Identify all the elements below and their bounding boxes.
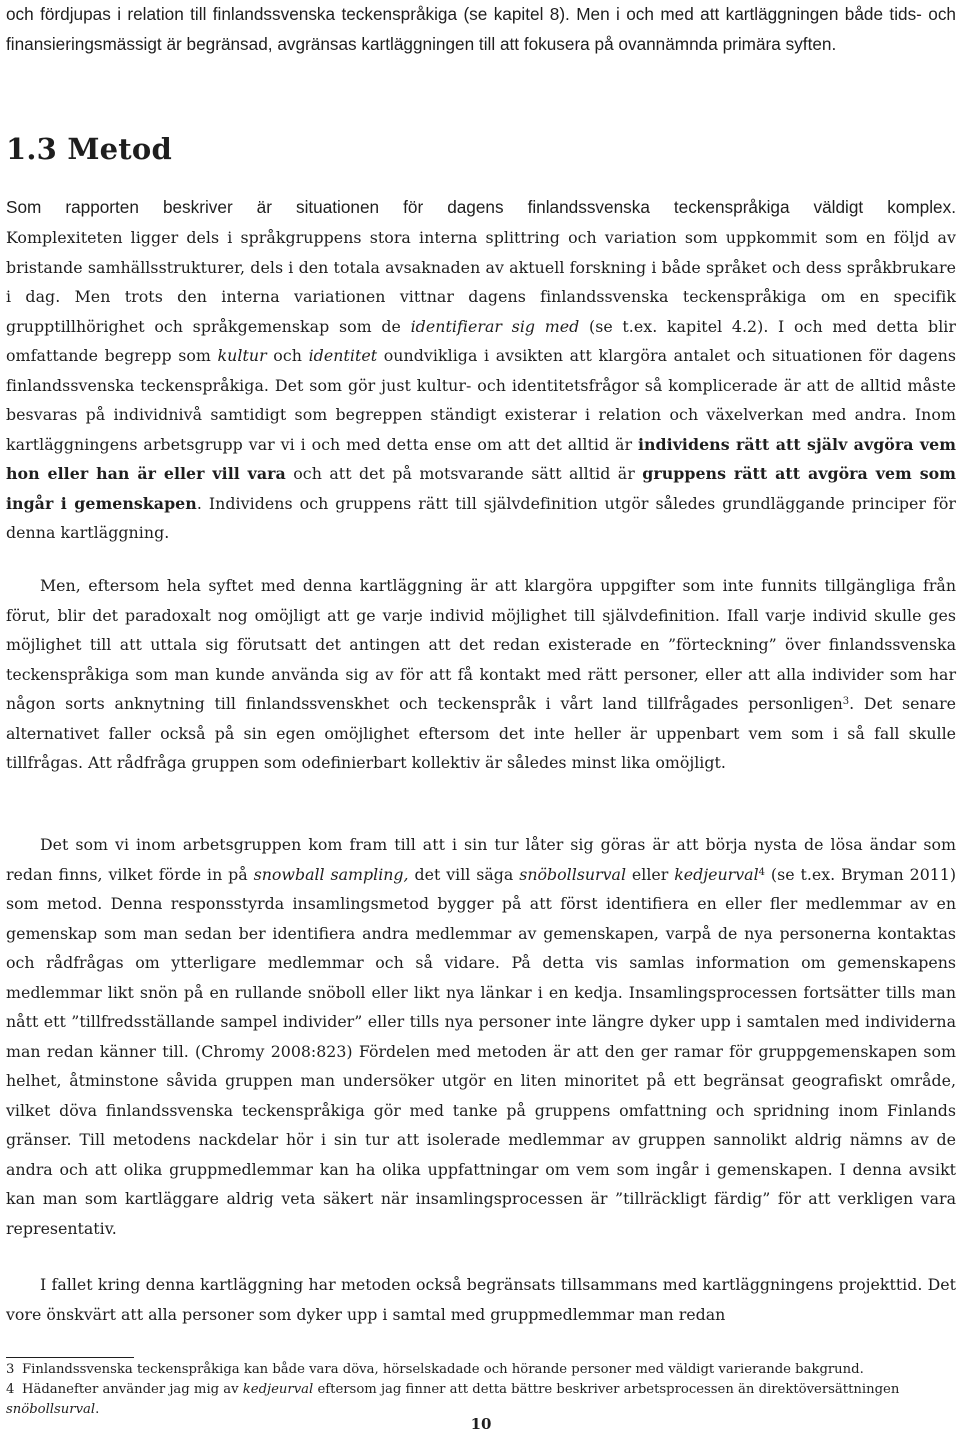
intro-paragraph: och fördjupas i relation till finlandssvenska teckenspråkiga (se kapitel 8). Men i och med att kartläggningen både tids- och finansieringsmässigt är begränsad, avgränsas kartläggningen till att fokusera på ovannämnda primära syften. [6, 4, 956, 54]
bold-statement: gruppens rätt att avgöra vem som ingår i gemenskapen [6, 464, 956, 513]
text-run: . Individens och gruppens rätt till självdefinition utgör således grundläggande principer för denna kartläggning. [6, 493, 957, 542]
text-run: Komplexiteten ligger dels i språkgruppens stora interna splittring och variation som uppkommit som en följd av bristande samhällsstrukturer, dels i den totala avsaknaden av aktuell forskning i både språket och dess språkbrukare i dag. Men trots den interna variationen vittnar dagens finlandssvenska teckenspråkiga om en specifik grupptillhörighet och språkgemenskap som de [6, 228, 956, 336]
text-run: det vill säga [408, 864, 520, 884]
text-run: (se t.ex. kapitel 4.2). I och med detta blir omfattande begrepp som [6, 316, 956, 365]
emphasis: identitet [308, 346, 378, 365]
text-run: . Det senare alternativet faller också på sin egen omöjlighet eftersom det inte heller är uppenbart vem som i så fall skulle tillfrågas. Att rådfråga gruppen som odefinierbart kollektiv är således minst lika omöjligt. [6, 694, 956, 772]
text-run: eller [626, 864, 675, 884]
footnote-divider [6, 1357, 134, 1358]
text-run: Det som vi inom arbetsgruppen kom fram till att i sin tur låter sig göras är att börja nysta de lösa ändar som redan finns, vilket förde in på [6, 835, 956, 884]
text-run: och att det på motsvarande sätt alltid är [285, 464, 643, 483]
text-run: Men, eftersom hela syftet med denna kartläggning är att klargöra uppgifter som inte funnits tillgängliga från förut, blir det paradoxalt nog omöjligt att ge varje individ möjlighet till självdefinition. Ifall varje individ skulle ges möjlighet till att uttala sig förutsatt det antingen att det redan existerade en ”förteckning” över finlandssvenska teckenspråkiga som man kunde använda sig av för att få kontakt med rätt personer, eller att alla individer som har någon sorts anknytning till finlandssvenskhet och teckenspråk i vårt land tillfrågades personligen [6, 576, 956, 713]
footnote-4 [6, 1380, 956, 1420]
section-heading: 1.3 Metod [6, 132, 172, 166]
body-paragraph-2 [6, 571, 956, 778]
footnote-number: 3 [6, 1362, 15, 1377]
body-paragraph-1 [6, 223, 956, 548]
text-run: och [266, 346, 309, 365]
footnote-number: 4 [6, 1382, 15, 1397]
footnote-text: Hädanefter använder jag mig av [22, 1382, 243, 1397]
footnote-ref: 4 [758, 866, 765, 878]
emphasis: kedjeurval [242, 1382, 314, 1397]
text-run: (se t.ex. Bryman 2011) som metod. Denna responsstyrda insamlingsmetod bygger på att först identifiera en eller fler medlemmar av en gemenskap som man sedan ber identifiera andra medlemmar av gemenskapen, varpå de nya personerna kontaktas och rådfrågas om ytterligare medlemmar och så vidare. På detta vis samlas information om gemenskapens medlemmar likt snön på en rullande snöboll eller likt nya länkar i en kedja. Insamlingsprocessen fortsätter tills man nått ett ”tillfredsställande sampel individer” eller tills nya personer inte längre dyker upp i samtalen med individerna man redan känner till. (Chromy 2008:823) Fördelen med metoden är att den ger ramar för gruppgemenskapen som helhet, åtminstone såvida gruppen man undersöker utgör en liten minoritet på ett begränsat geografiskt område, vilket döva finlandssvenska teckenspråkiga gör med tanke på gruppens omfattning och spridning inom Finlands gränser. Till metodens nackdelar hör i sin tur att isolerade medlemmar av gruppen sannolikt aldrig nämns av de andra och att olika gruppmedlemmar kan ha olika uppfattningar om vem som ingår i gemenskapen. I denna avsikt kan man som kartläggare aldrig veta säkert när insamlingsprocessen är ”tillräckligt färdig” för att verkligen vara representativ. [6, 864, 957, 1238]
emphasis: snowball sampling, [253, 864, 409, 884]
emphasis: identifierar sig med [410, 316, 580, 336]
footnote-text: . [95, 1402, 100, 1417]
text-run: oundvikliga i avsikten att klargöra antalet och situationen för dagens finlandssvenska teckenspråkiga. Det som gör just kultur- och identitetsfrågor så komplicerade är att de alltid måste besvaras på individnivå samtidigt som begreppen ständigt existerar i relation och växelverkan med andra. Inom kartläggningens arbetsgrupp var vi i och med detta ense om att det alltid är [6, 346, 956, 454]
emphasis: snöbollsurval [519, 864, 626, 884]
bold-statement: individens rätt att själv avgöra vem hon eller han är eller vill vara [6, 434, 956, 483]
footnote-text: Finlandssvenska teckenspråkiga kan både vara döva, hörselskadade och hörande personer med väldigt varierande bakgrund. [22, 1362, 864, 1377]
footnote-ref: 3 [842, 696, 850, 707]
section-first-line: Som rapporten beskriver är situationen för dagens finlandssvenska teckenspråkiga väldigt komplex. [6, 197, 956, 217]
page-number: 10 [470, 1415, 492, 1433]
body-paragraph-3 [6, 830, 956, 1243]
footnote-3 [6, 1360, 956, 1380]
body-paragraph-4: I fallet kring denna kartläggning har metoden också begränsats tillsammans med kartläggningens projekttid. Det vore önskvärt att alla personer som dyker upp i samtal med gruppmedlemmar man redan [6, 1275, 956, 1324]
footnote-text: eftersom jag finner att detta bättre beskriver arbetsprocessen än direktöversättningen [313, 1382, 900, 1397]
emphasis: kultur [217, 346, 267, 365]
emphasis: snöbollsurval [6, 1402, 96, 1417]
emphasis: kedjeurval [674, 864, 759, 884]
